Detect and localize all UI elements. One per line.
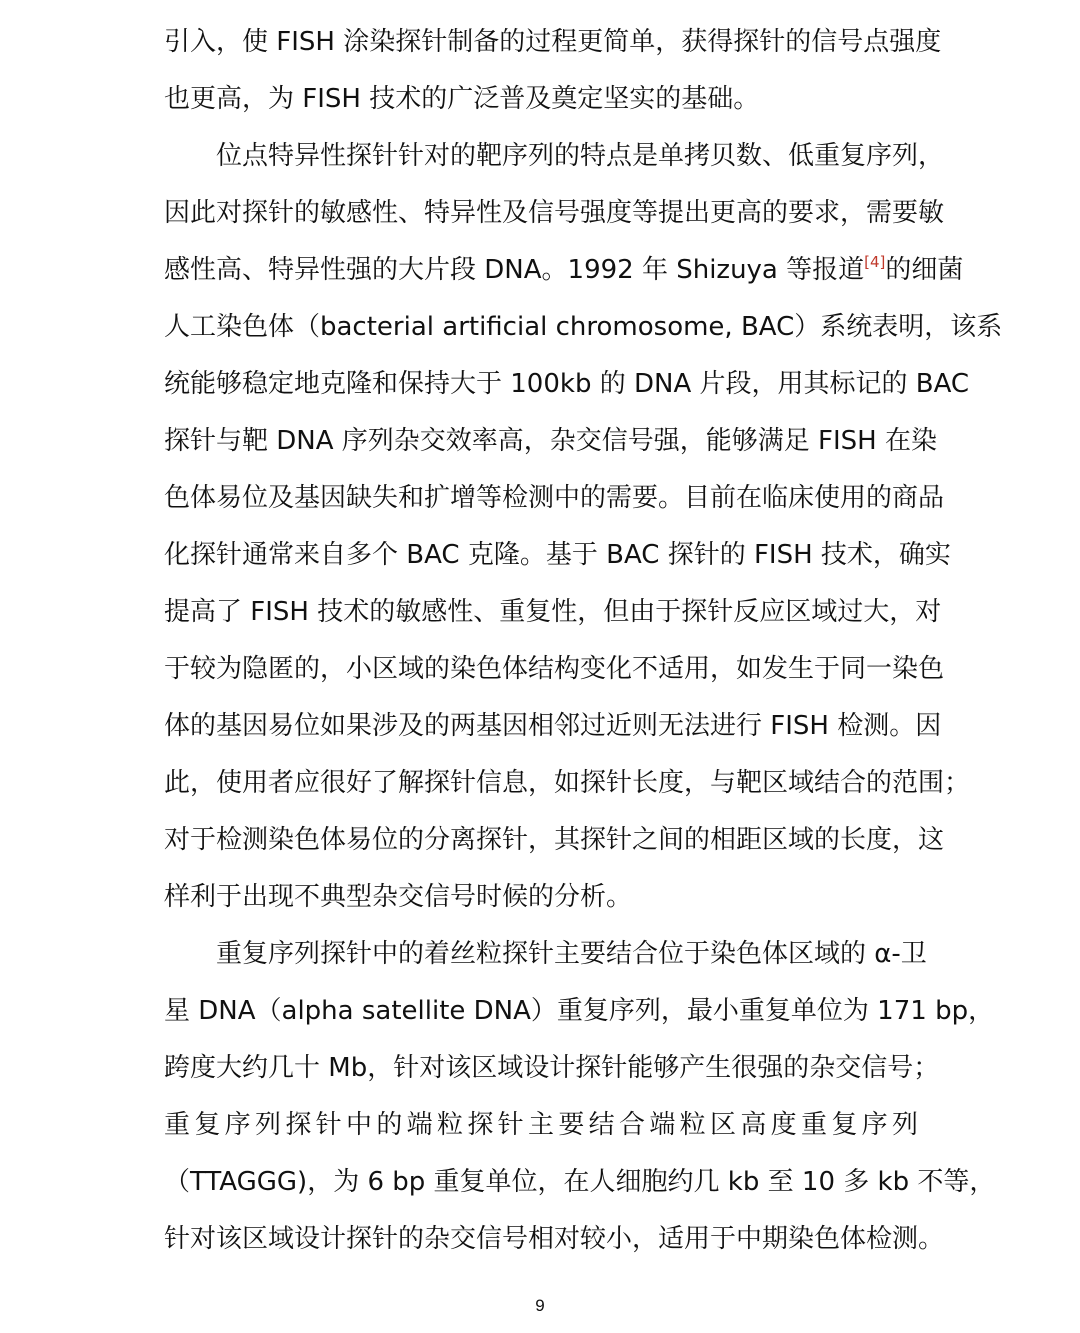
- text-line-5-end: 的细菌: [885, 255, 964, 285]
- text-line-9: 色体易位及基因缺失和扩增等检测中的需要。目前在临床使用的商品: [164, 483, 945, 513]
- text-line-5: [164, 250, 964, 290]
- text-line-4: 因此对探针的敏感性、特异性及信号强度等提出更高的要求，需要敏: [164, 198, 945, 228]
- text-line-7: 统能够稳定地克隆和保持大于 100kb 的 DNA 片段，用其标记的 BAC: [164, 369, 970, 399]
- text-line-10: 化探针通常来自多个 BAC 克隆。基于 BAC 探针的 FISH 技术，确实: [164, 540, 951, 570]
- text-line-5-start: 感性高、特异性强的大片段 DNA。1992 年 Shizuya 等报道: [164, 255, 865, 285]
- text-line-6: 人工染色体（bacterial artificial chromosome, BAC）系统表明，该系: [164, 312, 1003, 342]
- text-line-12: 于较为隐匿的，小区域的染色体结构变化不适用，如发生于同一染色: [164, 654, 945, 684]
- text-line-11: 提高了 FISH 技术的敏感性、重复性，但由于探针反应区域过大，对: [164, 597, 942, 627]
- text-line-14: 此，使用者应很好了解探针信息，如探针长度，与靶区域结合的范围；: [164, 768, 971, 798]
- text-line-1: 引入，使 FISH 涂染探针制备的过程更简单，获得探针的信号点强度: [164, 27, 942, 57]
- text-line-15: 对于检测染色体易位的分离探针，其探针之间的相距区域的长度，这: [164, 825, 945, 855]
- text-line-19: 跨度大约几十 Mb，针对该区域设计探针能够产生很强的杂交信号；: [164, 1053, 940, 1083]
- reference-marker[interactable]: [4]: [864, 253, 886, 271]
- page-number: 9: [535, 1296, 545, 1315]
- text-line-21: （TTAGGG)，为 6 bp 重复单位，在人细胞约几 kb 至 10 多 kb 不等，: [164, 1167, 996, 1197]
- text-line-20: 重复序列探针中的端粒探针主要结合端粒区高度重复序列: [164, 1110, 918, 1140]
- text-line-2: 也更高，为 FISH 技术的广泛普及奠定坚实的基础。: [164, 84, 760, 114]
- text-line-22: 针对该区域设计探针的杂交信号相对较小，适用于中期染色体检测。: [164, 1224, 945, 1254]
- text-line-17: 重复序列探针中的着丝粒探针主要结合位于染色体区域的 α-卫: [216, 939, 927, 969]
- text-line-18: 星 DNA（alpha satellite DNA）重复序列，最小重复单位为 171 bp，: [164, 996, 995, 1026]
- text-line-3: 位点特异性探针针对的靶序列的特点是单拷贝数、低重复序列，: [216, 141, 945, 171]
- text-line-8: 探针与靶 DNA 序列杂交效率高，杂交信号强，能够满足 FISH 在染: [164, 426, 937, 456]
- text-line-13: 体的基因易位如果涉及的两基因相邻过近则无法进行 FISH 检测。因: [164, 711, 942, 741]
- text-line-16: 样利于出现不典型杂交信号时候的分析。: [164, 882, 633, 912]
